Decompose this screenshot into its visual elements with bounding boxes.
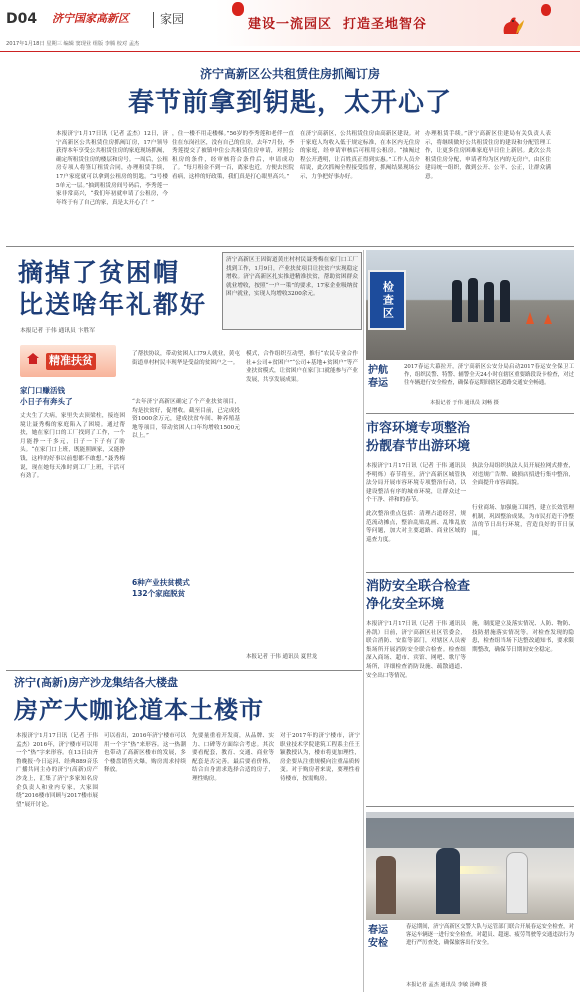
header-rule [0,51,580,52]
article-headline: 摘掉了贫困帽 [18,258,181,287]
checkpoint-sign-text: 检查区 [381,280,395,320]
section-rule [366,572,574,573]
article-headline: 比送啥年礼都好 [18,290,208,319]
photo-caption-title: 春运 安检 [368,925,388,949]
article-headline: 净化安全环境 [366,597,445,612]
article-byline: 本报记者 于伟 通讯员 卞胜军 [20,328,96,334]
article-real-estate [0,674,362,992]
article-headline: 房产大咖论道本土楼市 [14,696,264,724]
article-body-col: 本报济宁1月17日讯（记者 孟杰）12日，济宁高新区公共租赁住房抓阄订房，17户领导获得本年享受公共租赁住房的家庭现场抓阄，确定所租赁住房的楼层和房号。一周后，公租房专项人将签订租赁合同，办理租赁手续，17户家庭就可以拿到公租房的钥匙。“3号楼5单元一层。”抽到租赁房间号码后，李秀莲一家非常高兴，“我们年初就申请了公租房，今年终于有了自己的家，真是太开心了！” [56,131,168,206]
photo-credit: 本报记者 孟杰 通讯员 李敏 汤峰 摄 [406,982,487,988]
article-kicker: 济宁(高新)房产沙龙集结各大楼盘 [14,676,179,689]
photo-bus-inspection [366,812,574,920]
column-rule [363,250,364,992]
checkpoint-sign [368,270,406,330]
article-headline: 扮靓春节出游环境 [366,439,471,454]
article-body-col: 本报济宁1月17日讯（记者 于伟 通讯员 李明烁）春节将至，济宁高新区城管执法分局开展市容环境专项整治行动，以建设整洁有序的城市环境，让群众过一个干净、祥和的春节。 [366,463,466,504]
police-officer-figure [468,278,478,322]
article-fire-safety [366,578,574,803]
section-rule [6,246,574,247]
column-name: 济宁国家高新区 [52,12,129,25]
article-body-col: 施，制度建立及落实情况、人防、物防、技防措施落实情况等。对检查发现的隐患，检查组当场下达整改通知书，要求限期整改，确保节日期间安全稳定。 [472,621,574,653]
article-headline: 市容环境专项整治 [366,421,471,436]
police-officer-figure [500,280,510,322]
badge-banner [20,345,116,377]
rooster-icon [498,14,526,40]
article-body-col: 本报济宁1月17日讯（记者 于伟 通讯员 孙凯）日前，济宁高新区社区管委会，联合消防、安监等部门，对辖区人员密集场所开展消防安全联合检查。检查组深入商场、超市、宾馆、网吧、歌厅等场所，详细检查消防设施、疏散通道、安全出口等情况。 [366,621,466,679]
photo-credit: 本报记者 于伟 通讯员 刘畅 摄 [430,400,499,406]
bus-window [366,818,574,848]
traffic-cone [544,314,552,324]
photo-caption: 2017春运大幕拉开，济宁高新区公安分局启动2017春运安全保卫工作，组织民警、特警、辅警全天24小时在辖区重要路段设卡检查，对过往车辆进行安全检查，确保春运期间辖区道路交通安全畅通。 [404,364,574,386]
article-kicker: 济宁高新区公共租赁住房抓阄订房 [199,67,380,81]
traffic-cone [526,312,534,324]
article-body-col: 了帮扶协议，带动贫困人口79人就业，黄屯街道单村村民丰现华是受益的贫困户之一。 [132,351,240,366]
photo-caption-title: 护航 春运 [368,365,388,389]
section-rule [366,413,574,414]
police-officer-figure [484,282,494,322]
meta-line: 2017年1月18日 星期三 编辑 窦现业 组版 李腾 校对 孟杰 [6,41,140,47]
section-rule [6,670,362,671]
subheading: 6种产业扶贫模式 [132,578,190,587]
article-body-col: 办理租赁手续。”济宁高新区住建局有关负责人表示，将继续做好公共租赁住房的建设和分配管理工作，让更多住房困难家庭早日住上新居。此次公共租赁住房分配，申请者均为区内的无房户，由区住建局统一组织，做到公开、公平、公正，让群众满意。 [425,131,551,180]
house-icon [26,351,40,365]
article-body-col: 执法分局组织执法人员开展拉网式排查，对违规广告牌、破损店招进行集中整治，全面提升市容面貌。 [472,463,574,487]
intro-box: 济宁高新区王因街道黄庄村村民聂秀梅在家门口工厂找到工作，1月9日，产业扶贫项目让扶贫户实现稳定增收。济宁高新区扎实推进精准扶贫，帮助贫困群众就业增收，按照“一户一策”的要求，17家企业吸纳贫困户就业，实现人均增收3200余元。 [222,252,362,330]
article-public-housing [0,60,580,245]
article-poverty-relief [0,250,362,668]
article-body-col: 在济宁高新区，公共租赁住房由高新区建设。对于家庭人均收入低于规定标准，在本区内无住房的家庭，经申请审核后可租用公租房。“抽阄过程公开透明，让百姓真正得到实惠。”工作人员介绍说，此次抓阄全程接受监督，抓阄结果现场公示，力争把好事办好。 [300,131,420,180]
article-body-col: 对于2017年的济宁楼市，济宁职业技术学院建筑工程系主任王颖教授认为，楼市将更加理性，房企要从注重规模向注重品质转变。对于购房者来说，要理性看待楼市，按需购房。 [280,733,360,782]
lantern-icon [541,4,551,16]
article-body-col: 行业商场、加强施工围挡，建立长效管理机制，巩固整治成果，为市民打造干净整洁的节日出行环境，营造良好的节日氛围。 [472,505,574,537]
subheading: 小日子有奔头了 [20,397,73,406]
police-officer-figure [452,280,462,322]
article-body-col: 本报济宁1月17日讯（记者 于伟 孟杰）2016年，济宁楼市可以用一个“热”字来形容。在13日由齐鲁晚报·今日运河、经典889音乐广播共同主办的济宁(高新)房产沙龙上，汇集了济宁多家知名房企负责人和业内专家，大家围绕“2016楼市回顾与2017楼市展望”展开讨论。 [16,733,98,808]
article-headline: 春节前拿到钥匙，太开心了 [127,88,452,118]
section-divider [153,12,154,28]
article-body-col: 可以看出，2016年济宁楼市可以用一个字“热”来形容。这一热潮也带动了高新区楼市的发展，多个楼盘销售火爆，购房需求持续释放。 [104,733,186,774]
page-header [0,0,580,60]
photo-checkpoint [366,250,574,360]
section-rule [366,806,574,807]
article-headline: 消防安全联合检查 [366,579,471,594]
article-body-col: 先要量重看开发商，从品牌、实力、口碑等方面综合考虑。其次要看配套，教育、交通、商业等配套是否完善。最后要看价格，结合自身需求选择合适的房子，理性购房。 [192,733,274,782]
article-body-col: 丈夫生了大病，家里失去顶梁柱，接连困境让聂秀梅的家庭陷入了困境。通过帮扶，她在家门口的工厂找到了工作，一个月能挣一千多元，日子一下子有了盼头。“在家门口上班，既能照顾家，又能挣钱，这样的好事以前想都不敢想。”聂秀梅说，现在她每天准时到工厂上班，干活可有劲了。 [20,413,125,480]
article-body-col: ，住一楼不用走楼梯。”56岁的李秀莲和老伴一直住在东岗社区，没有自己的住房，去年7月份，李秀莲提交了被镇申住公共租赁住房申请，对照公租房的条件，经审核符合条件后，申请成功了。“每月租金不到一百，离家也近，方便去医院看病，这样的好政策，我们真是打心眼里高兴。” [172,131,294,180]
article-body-col: 此次整治重点包括：清理占道经营，规范流动摊点，整治乱贴乱画、乱堆乱放等问题，加大对主要道路、商业区域的巡查力度。 [366,511,466,543]
photo-caption: 春运期间，济宁高新区交警大队与运管部门联合开展春运安全检查，对客运车辆逐一进行安全检查，对超员、超速、疲劳驾驶等交通违法行为进行严厉查处，确保旅客出行安全。 [406,924,574,946]
subheading: 家门口赚活钱 [20,386,65,395]
passenger-figure [376,856,396,914]
page-code: D04 [6,11,38,27]
article-credit: 本报记者 于伟 通讯员 夏世龙 [246,654,318,660]
lantern-icon [232,2,244,16]
article-city-cleanup [366,418,574,568]
subheading: 132个家庭脱贫 [132,589,186,598]
badge-text: 精准扶贫 [46,353,96,370]
section-name: 家园 [160,12,185,26]
article-body-col: 模式，合作组织互动型，推行“农民专业合作社+公司+贫困户”“公司+基地+贫困户”等产业扶贫模式，让贫困户在家门口就能参与产业发展，共享发展成果。 [246,351,358,383]
article-body-col: “去年济宁高新区确定了个产业扶贫项目，均是扶贫好，促增收。截至目前，已完成投资1000余万元，建成扶贫车间、种养殖基地等项目，带动贫困人口年均增收1500元以上。” [132,399,240,440]
inspector-figure [506,852,528,914]
flashlight-beam [460,866,504,874]
header-slogan: 建设一流园区 打造圣地智谷 [248,17,428,32]
inspector-figure [436,848,460,914]
